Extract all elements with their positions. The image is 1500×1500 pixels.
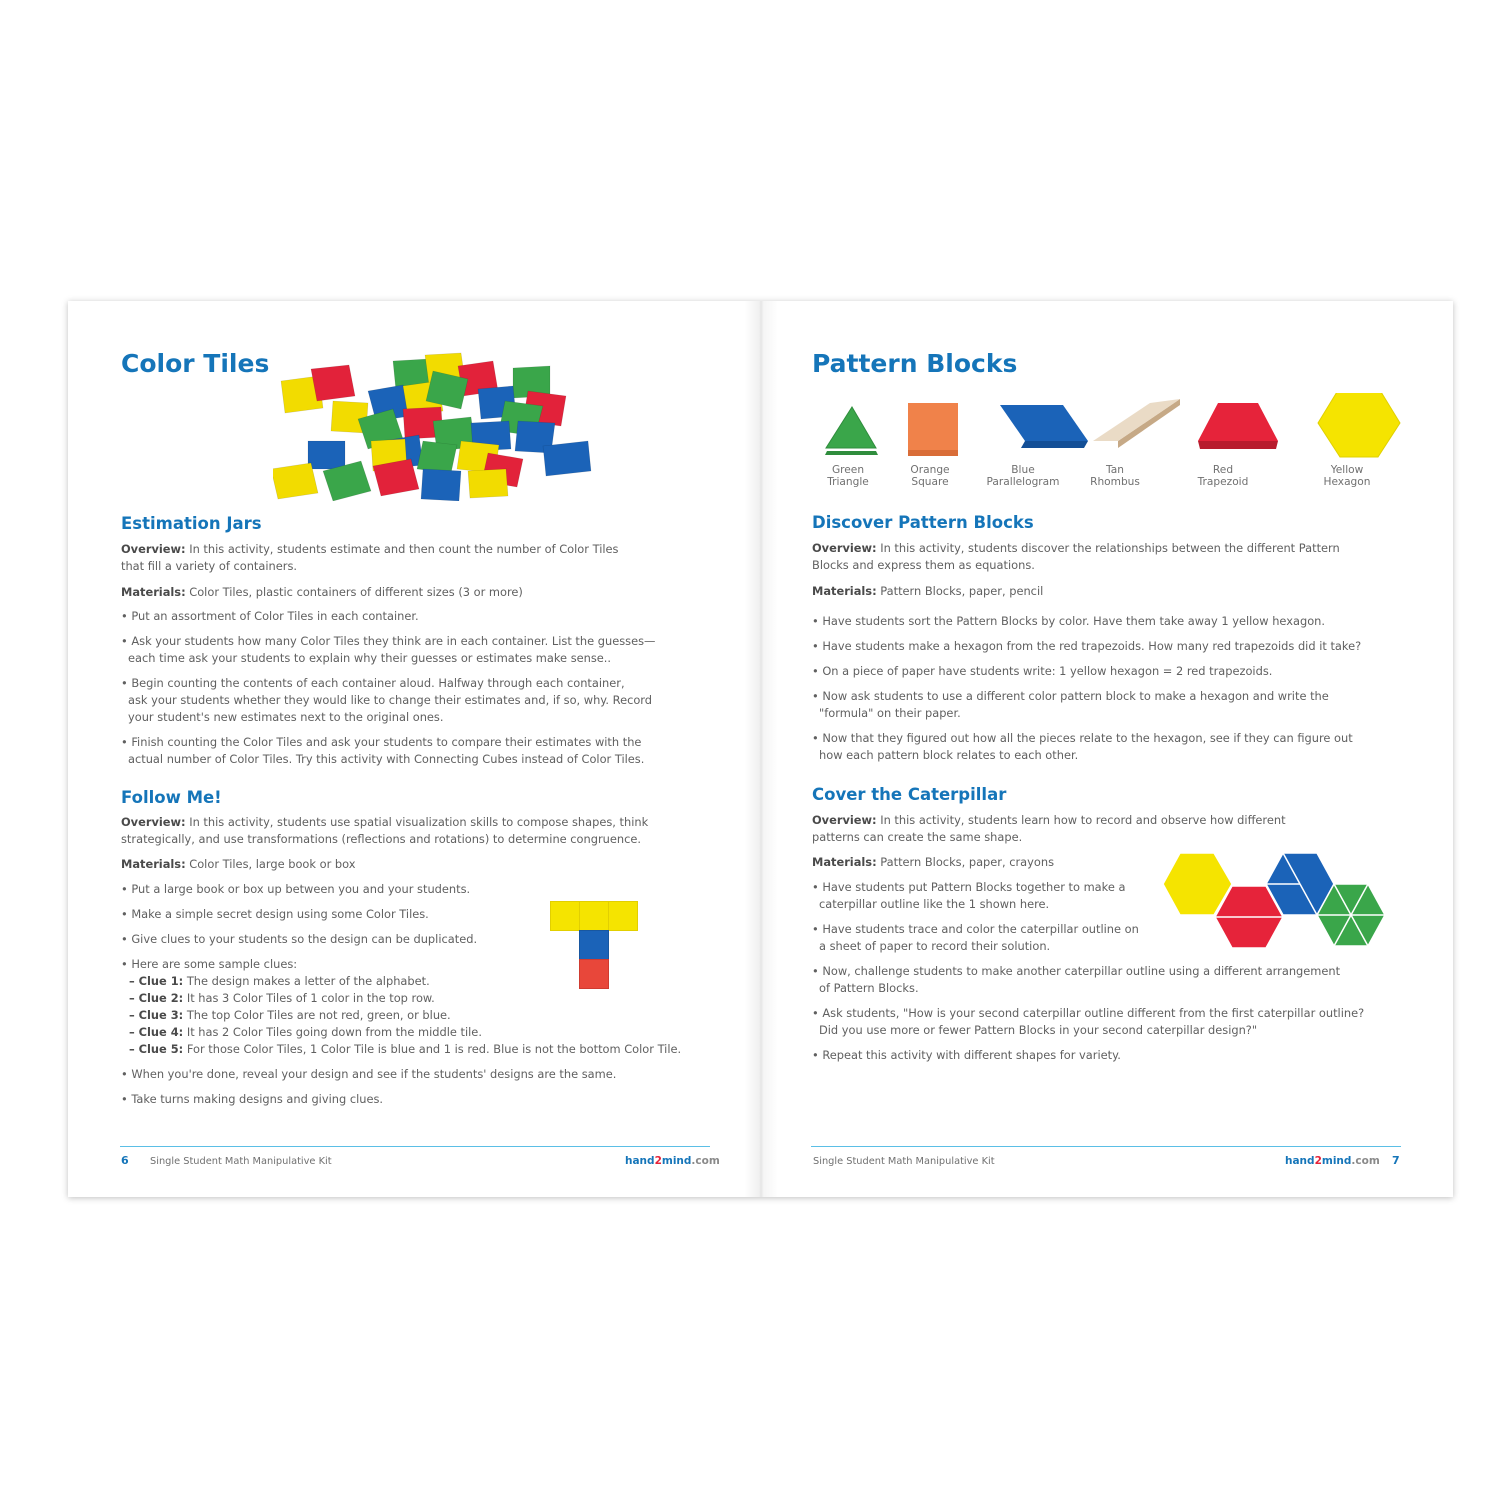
- discover-materials: Materials: Pattern Blocks, paper, pencil: [812, 584, 1044, 598]
- discover-overview-line2: Blocks and express them as equations.: [812, 558, 1035, 572]
- caterpillar-outline-image: [1161, 851, 1406, 953]
- estimation-bullet: • Ask your students how many Color Tiles they think are in each container. List the guesses— each time ask your students to explain why their guesses or estimates make sense..: [121, 634, 656, 665]
- estimation-overview-line2: that fill a variety of containers.: [121, 559, 298, 573]
- footer-kit-title: Single Student Math Manipulative Kit: [150, 1156, 332, 1167]
- estimation-overview: Overview: In this activity, students estimate and then count the number of Color Tiles: [121, 542, 619, 556]
- clue-line: – Clue 4: It has 2 Color Tiles going down from the middle tile.: [129, 1025, 482, 1039]
- discover-bullet: • Have students sort the Pattern Blocks by color. Have them take away 1 yellow hexagon.: [812, 614, 1326, 628]
- shape-label-blue-parallelogram: Blue Parallelogram: [986, 464, 1060, 488]
- shape-label-red-trapezoid: Red Trapezoid: [1197, 464, 1249, 488]
- page-number-6: 6: [121, 1154, 129, 1167]
- estimation-materials: Materials: Color Tiles, plastic containers of different sizes (3 or more): [121, 585, 523, 599]
- footer-rule: [120, 1146, 710, 1147]
- left-page: [68, 301, 758, 1197]
- shape-label-tan-rhombus: Tan Rhombus: [1090, 464, 1140, 488]
- follow-overview: Overview: In this activity, students use spatial visualization skills to compose shapes, think: [121, 815, 649, 829]
- discover-bullet: • Now that they figured out how all the pieces relate to the hexagon, see if they can figure out how each pattern block relates to each other.: [812, 731, 1353, 762]
- pattern-blocks-title: Pattern Blocks: [812, 349, 1018, 378]
- clue-line: – Clue 1: The design makes a letter of the alphabet.: [129, 974, 430, 988]
- discover-body: [812, 540, 1422, 764]
- clue-line: – Clue 5: For those Color Tiles, 1 Color Tile is blue and 1 is red. Blue is not the bottom Color Tile.: [129, 1042, 682, 1056]
- clue-line: – Clue 2: It has 3 Color Tiles of 1 color in the top row.: [129, 991, 435, 1005]
- caterpillar-bullet: • Have students put Pattern Blocks together to make a caterpillar outline like the 1 shown here.: [812, 880, 1126, 911]
- page-number-7: 7: [1392, 1154, 1400, 1167]
- follow-bullet: • Here are some sample clues:: [121, 957, 298, 971]
- discover-bullet: • Have students make a hexagon from the red trapezoids. How many red trapezoids did it take?: [812, 639, 1362, 653]
- follow-materials: Materials: Color Tiles, large book or box: [121, 857, 356, 871]
- discover-pattern-blocks-heading: Discover Pattern Blocks: [812, 513, 1034, 532]
- cover-caterpillar-heading: Cover the Caterpillar: [812, 785, 1007, 804]
- discover-bullet: • On a piece of paper have students write: 1 yellow hexagon = 2 red trapezoids.: [812, 664, 1273, 678]
- footer-kit-title: Single Student Math Manipulative Kit: [813, 1156, 995, 1167]
- brand-website: hand2mind.com: [625, 1155, 720, 1167]
- color-tiles-title: Color Tiles: [121, 349, 270, 378]
- follow-bullet: • Take turns making designs and giving clues.: [121, 1092, 384, 1106]
- follow-bullet: • Give clues to your students so the design can be duplicated.: [121, 932, 478, 946]
- shape-label-green-triangle: Green Triangle: [827, 464, 869, 488]
- open-booklet: [68, 301, 1453, 1197]
- estimation-bullet: • Begin counting the contents of each container aloud. Halfway through each container, ask your students whether they would like to change their estimates and, if so, why. Record your student's new estimates next to the original ones.: [121, 676, 653, 724]
- discover-bullet: • Now ask students to use a different color pattern block to make a hexagon and write the "formula" on their paper.: [812, 689, 1329, 720]
- shape-label-yellow-hexagon: Yellow Hexagon: [1323, 464, 1371, 488]
- caterpillar-bullet: • Have students trace and color the caterpillar outline on a sheet of paper to record their solution.: [812, 922, 1139, 953]
- discover-overview: Overview: In this activity, students discover the relationships between the different Pattern: [812, 541, 1340, 555]
- caterpillar-overview-line2: patterns can create the same shape.: [812, 830, 1023, 844]
- shape-label-orange-square: Orange Square: [910, 464, 950, 488]
- estimation-jars-heading: Estimation Jars: [121, 514, 262, 533]
- color-tiles-pile-image: [273, 341, 598, 501]
- pattern-blocks-shapes-image: [818, 393, 1408, 463]
- right-page: [758, 301, 1453, 1197]
- t-shape-tile-design: [550, 901, 640, 991]
- clue-line: – Clue 3: The top Color Tiles are not red, green, or blue.: [129, 1008, 451, 1022]
- brand-website: hand2mind.com: [1285, 1155, 1380, 1167]
- book-gutter-shadow: [744, 301, 778, 1197]
- follow-overview-line2: strategically, and use transformations (reflections and rotations) to determine congruence.: [121, 832, 641, 846]
- follow-bullet: • Put a large book or box up between you and your students.: [121, 882, 471, 896]
- estimation-bullet: • Put an assortment of Color Tiles in each container.: [121, 609, 419, 623]
- footer-rule: [811, 1146, 1401, 1147]
- caterpillar-bullet: • Now, challenge students to make another caterpillar outline using a different arrangement of Pattern Blocks.: [812, 964, 1341, 995]
- caterpillar-bullet: • Ask students, "How is your second caterpillar outline different from the first caterpillar outline? Did you use more or fewer Pattern Blocks in your second caterpillar design?": [812, 1006, 1365, 1037]
- caterpillar-materials: Materials: Pattern Blocks, paper, crayons: [812, 855, 1055, 869]
- caterpillar-bullet: • Repeat this activity with different shapes for variety.: [812, 1048, 1121, 1062]
- follow-bullet: • Make a simple secret design using some Color Tiles.: [121, 907, 429, 921]
- estimation-jars-body: [121, 541, 721, 768]
- caterpillar-overview: Overview: In this activity, students learn how to record and observe how different: [812, 813, 1286, 827]
- follow-me-heading: Follow Me!: [121, 788, 222, 807]
- follow-bullet: • When you're done, reveal your design and see if the students' designs are the same.: [121, 1067, 617, 1081]
- estimation-bullet: • Finish counting the Color Tiles and ask your students to compare their estimates with the actual number of Color Tiles. Try this activity with Connecting Cubes instead of Color Tiles.: [121, 735, 645, 766]
